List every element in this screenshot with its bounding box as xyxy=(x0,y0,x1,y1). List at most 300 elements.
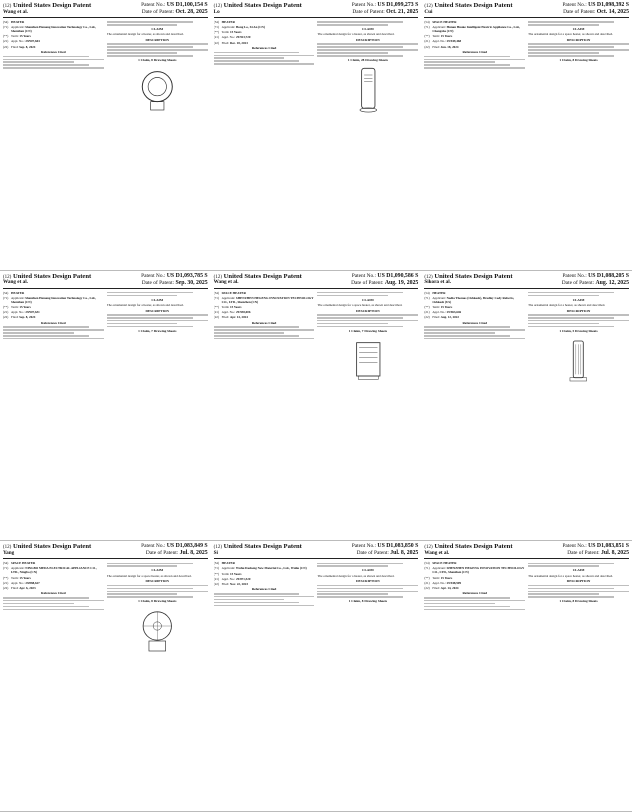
text-line xyxy=(107,317,193,319)
patent-title: SPACE HEATER xyxy=(432,19,457,24)
applicant-label: Applicant: xyxy=(432,25,446,30)
appl-number: 29/871,520 xyxy=(236,576,251,581)
field-code: (54) xyxy=(424,290,430,295)
text-line xyxy=(317,563,403,565)
references-heading: References Cited xyxy=(41,320,66,325)
text-line xyxy=(107,295,178,297)
applicant-value: Nadia Thomas (Oshkosh), Bradley Cody Roberts, Oshkosh (US) xyxy=(432,295,515,304)
patent-no-label: Patent No.: xyxy=(562,543,587,550)
patent-entry-1 xyxy=(0,0,211,271)
patent-date: Jul. 8, 2025 xyxy=(600,550,629,557)
filed-label: Filed: xyxy=(432,44,440,49)
country-code: (12) xyxy=(213,274,222,280)
text-line xyxy=(107,292,193,294)
claim-heading: CLAIM xyxy=(151,297,164,302)
text-line xyxy=(424,64,510,66)
inventor-name: Wang et al. xyxy=(424,549,450,556)
patent-header xyxy=(3,273,208,289)
text-line xyxy=(424,61,495,63)
text-line xyxy=(317,55,403,57)
field-code: (**) xyxy=(424,34,430,39)
text-line xyxy=(317,295,388,297)
field-code: (71) xyxy=(424,25,430,30)
claim-heading: CLAIM xyxy=(151,568,164,573)
patent-number[interactable]: US D1,100,154 S xyxy=(166,2,208,8)
patent-left-column xyxy=(424,561,525,611)
text-line xyxy=(424,603,495,605)
text-line xyxy=(424,597,510,599)
patent-left-column xyxy=(424,20,525,70)
country-code: (12) xyxy=(213,545,222,551)
text-line xyxy=(3,61,74,63)
appl-label: Appl. No.: xyxy=(221,310,236,315)
patent-header xyxy=(3,2,208,18)
text-line xyxy=(317,21,403,23)
term-value: 15 Years xyxy=(440,575,453,580)
field-code: (71) xyxy=(3,295,9,300)
text-line xyxy=(107,314,208,316)
date-label: Date of Patent: xyxy=(561,279,595,286)
inventor-name: Si xyxy=(213,549,218,556)
term-label: Term: xyxy=(11,34,19,39)
text-line xyxy=(528,588,614,590)
field-code: (21) xyxy=(3,580,9,585)
text-line xyxy=(528,317,614,319)
appl-number: 29/938,006 xyxy=(236,310,251,315)
field-code: (71) xyxy=(3,566,9,571)
claim-text: The ornamental design for a space heater, as shown and described. xyxy=(106,573,192,578)
patent-right-column xyxy=(528,561,629,611)
field-code: (22) xyxy=(213,581,219,586)
field-code: (71) xyxy=(213,295,219,300)
patent-right-column xyxy=(317,561,418,607)
text-line xyxy=(317,320,418,322)
appl-number: 29/948,909 xyxy=(446,580,462,585)
field-code: (54) xyxy=(3,290,9,295)
description-heading: DESCRIPTION xyxy=(145,37,170,42)
term-label: Term: xyxy=(11,304,19,309)
applicant-label: Applicant: xyxy=(432,295,446,300)
applicant-label: Applicant: xyxy=(221,566,236,571)
claim-heading: CLAIM xyxy=(362,27,374,32)
text-line xyxy=(424,67,525,69)
date-label: Date of Patent: xyxy=(352,8,385,15)
filed-date: Jun. 18, 2024 xyxy=(440,44,459,49)
field-code: (21) xyxy=(424,39,430,44)
term-label: Term: xyxy=(432,304,440,309)
field-code: (21) xyxy=(3,39,9,44)
patent-no-label: Patent No.: xyxy=(351,543,377,550)
term-label: Term: xyxy=(11,575,19,580)
field-code: (22) xyxy=(424,315,430,320)
description-heading: DESCRIPTION xyxy=(566,579,591,584)
patent-left-column xyxy=(214,20,315,116)
field-code: (71) xyxy=(3,25,9,30)
claim-text: The ornamental design for a heater, as shown and described. xyxy=(317,573,395,578)
text-line xyxy=(107,596,193,598)
patent-entry-8 xyxy=(211,541,422,812)
country-code: (12) xyxy=(424,274,433,280)
text-line xyxy=(3,338,104,340)
text-line xyxy=(528,43,629,45)
patent-title: SPACE HEATER xyxy=(432,561,457,566)
patent-entry-6 xyxy=(421,271,632,542)
figure-caption: 1 Claim, 8 Drawing Sheets xyxy=(138,599,177,604)
claim-heading: CLAIM xyxy=(362,297,374,302)
patent-entry-7 xyxy=(0,541,211,812)
field-code: (22) xyxy=(424,585,430,590)
figure-caption: 1 Claim, 5 Drawing Sheets xyxy=(559,328,598,333)
applicant-value: Hunan Huake Intelligent Electric Appliance Co., Ltd., Changsha (CN) xyxy=(432,25,521,34)
claim-heading: CLAIM xyxy=(362,568,374,573)
text-line xyxy=(317,52,388,54)
text-line xyxy=(317,326,403,328)
patent-title: HEATER xyxy=(432,290,446,295)
field-code: (71) xyxy=(424,295,430,300)
applicant-label: Applicant: xyxy=(432,566,446,571)
text-line xyxy=(317,317,403,319)
claim-text: The ornamental design for a space heater, as shown and described. xyxy=(317,303,403,308)
country-code: (12) xyxy=(3,4,12,9)
text-line xyxy=(317,292,403,294)
text-line xyxy=(528,326,614,328)
text-line xyxy=(528,52,599,54)
text-line xyxy=(3,326,89,328)
patent-date: Aug. 12, 2025 xyxy=(595,279,629,286)
appl-label: Appl. No.: xyxy=(432,310,446,315)
patent-figure xyxy=(333,336,404,387)
term-value: 15 Years xyxy=(440,304,453,309)
field-code: (54) xyxy=(424,19,430,24)
appl-number: 29/907,631 xyxy=(25,310,40,315)
patent-no-label: Patent No.: xyxy=(562,2,587,8)
text-line xyxy=(528,591,629,593)
patent-no-label: Patent No.: xyxy=(562,272,587,279)
description-heading: DESCRIPTION xyxy=(566,308,591,313)
patent-date: Jul. 8, 2025 xyxy=(179,550,208,557)
patent-number[interactable]: US D1,090,586 S xyxy=(377,272,419,279)
patent-date: Aug. 19, 2025 xyxy=(384,279,419,286)
patent-header xyxy=(214,2,419,18)
term-value: 15 Years xyxy=(440,34,453,39)
term-value: 15 Years xyxy=(230,571,242,576)
text-line xyxy=(3,609,104,611)
patent-date: Jul. 8, 2025 xyxy=(390,550,419,557)
patent-right-column xyxy=(317,20,418,116)
patent-header xyxy=(424,273,629,289)
text-line xyxy=(528,320,629,322)
references-heading: References Cited xyxy=(251,320,277,325)
patent-entry-9 xyxy=(421,541,632,812)
field-code: (**) xyxy=(3,575,9,580)
text-line xyxy=(424,606,510,608)
appl-label: Appl. No.: xyxy=(11,310,25,315)
date-label: Date of Patent: xyxy=(141,279,175,286)
applicant-label: Applicant: xyxy=(11,295,25,300)
text-line xyxy=(528,46,614,48)
date-label: Date of Patent: xyxy=(356,550,389,557)
text-line xyxy=(528,21,614,23)
figure-caption: 1 Claim, 28 Drawing Sheets xyxy=(347,57,388,62)
text-line xyxy=(528,295,599,297)
applicant-value: Wuhu Dasheng New Material Co., Ltd., Wuhu (CN) xyxy=(235,566,307,571)
appl-number: 29/963,646 xyxy=(446,310,462,315)
patent-date: Oct. 28, 2025 xyxy=(175,8,208,15)
patent-title: SPACE HEATER xyxy=(221,290,246,295)
patent-no-label: Patent No.: xyxy=(141,272,166,279)
applicant-value: NINGBO MEDA ELECTRICAL APPLIANCE CO., LTD., Ningbo (CN) xyxy=(11,566,97,575)
field-code: (21) xyxy=(213,576,219,581)
text-line xyxy=(3,64,89,66)
text-line xyxy=(317,588,403,590)
text-line xyxy=(107,46,193,48)
text-line xyxy=(424,59,525,61)
claim-text: The ornamental design for a heater, as shown and described. xyxy=(528,303,606,308)
applicant-value: SHENZHEN HEGENG INNOVATION TECHNOLOGY CO., LTD., Shenzhen (CN) xyxy=(221,295,314,304)
figure-caption: 1 Claim, 8 Drawing Sheets xyxy=(138,57,177,62)
filed-date: Aug. 12, 2022 xyxy=(440,315,459,320)
country-code: (12) xyxy=(3,545,12,551)
country-code: (12) xyxy=(424,4,433,9)
filed-date: Sep. 8, 2024 xyxy=(19,315,36,320)
patent-no-label: Patent No.: xyxy=(351,2,377,8)
patent-entry-4 xyxy=(0,271,211,542)
text-line xyxy=(214,596,315,598)
term-label: Term: xyxy=(432,34,440,39)
patent-left-column xyxy=(3,291,104,341)
field-code: (71) xyxy=(424,566,430,571)
date-label: Date of Patent: xyxy=(563,8,596,15)
text-line xyxy=(214,335,300,337)
figure-caption: 1 Claim, 7 Drawing Sheets xyxy=(138,328,177,333)
text-line xyxy=(214,52,300,54)
text-line xyxy=(528,24,599,26)
text-line xyxy=(424,609,525,611)
text-line xyxy=(317,24,388,26)
references-heading: References Cited xyxy=(251,46,277,51)
text-line xyxy=(528,596,614,598)
field-code: (54) xyxy=(3,561,9,566)
patent-title: HEATER xyxy=(11,290,25,295)
applicant-label: Applicant: xyxy=(221,25,236,30)
text-line xyxy=(107,565,178,567)
applicant-value: SHENZHEN HEGENG INNOVATION TECHNOLOGY CO., LTD., Shenzhen (CN) xyxy=(432,566,525,575)
text-line xyxy=(3,329,104,331)
text-line xyxy=(528,55,614,57)
patent-right-column xyxy=(317,291,418,387)
patent-number[interactable]: US D1,098,392 S xyxy=(588,2,629,8)
patent-title: HEATER xyxy=(221,19,235,24)
appl-label: Appl. No.: xyxy=(221,576,236,581)
patent-left-column xyxy=(3,20,104,116)
text-line xyxy=(528,49,629,51)
field-code: (54) xyxy=(424,561,430,566)
field-code: (22) xyxy=(3,585,9,590)
patent-figure xyxy=(122,65,193,116)
field-code: (**) xyxy=(213,571,219,576)
filed-date: Apr. 6, 2023 xyxy=(19,585,36,590)
field-code: (22) xyxy=(213,315,219,320)
text-line xyxy=(214,605,315,607)
inventor-name: Yang xyxy=(3,549,15,556)
inventor-name: Wang et al. xyxy=(213,279,239,286)
appl-label: Appl. No.: xyxy=(11,580,25,585)
patent-right-column xyxy=(528,291,629,387)
filed-label: Filed: xyxy=(432,315,440,320)
claim-text: The ornamental design for a heater, as shown and described. xyxy=(106,303,184,308)
term-value: 15 Years xyxy=(230,304,242,309)
date-label: Date of Patent: xyxy=(351,279,384,286)
patent-number[interactable]: US D1,083,849 S xyxy=(166,543,208,550)
patent-left-column xyxy=(214,291,315,387)
text-line xyxy=(107,24,178,26)
patent-number[interactable]: US D1,099,273 S xyxy=(377,2,419,8)
patent-title: HEATER xyxy=(221,561,235,566)
appl-label: Appl. No.: xyxy=(221,35,236,40)
text-line xyxy=(214,338,315,340)
country-title: United States Design Patent xyxy=(434,543,513,551)
text-line xyxy=(317,43,418,45)
field-code: (22) xyxy=(3,315,9,320)
country-title: United States Design Patent xyxy=(223,2,302,9)
text-line xyxy=(317,565,388,567)
text-line xyxy=(317,46,403,48)
appl-number: 29/907,604 xyxy=(25,39,40,44)
filed-label: Filed: xyxy=(432,585,440,590)
patent-entry-3 xyxy=(421,0,632,271)
field-code: (21) xyxy=(424,580,430,585)
text-line xyxy=(214,599,285,601)
field-code: (71) xyxy=(213,25,219,30)
text-line xyxy=(317,593,388,595)
text-line xyxy=(107,323,178,325)
field-code: (22) xyxy=(213,40,219,45)
country-title: United States Design Patent xyxy=(434,272,513,280)
references-heading: References Cited xyxy=(462,320,487,325)
text-line xyxy=(317,585,418,587)
text-line xyxy=(107,585,208,587)
text-line xyxy=(214,326,300,328)
patent-left-column xyxy=(424,291,525,387)
patent-figure xyxy=(333,65,404,116)
country-code: (12) xyxy=(213,4,222,9)
filed-label: Filed: xyxy=(221,581,230,586)
text-line xyxy=(3,606,89,608)
claim-heading: CLAIM xyxy=(572,297,585,302)
country-title: United States Design Patent xyxy=(13,2,92,9)
text-line xyxy=(107,326,193,328)
text-line xyxy=(214,593,300,595)
claim-heading: CLAIM xyxy=(572,27,585,32)
term-label: Term: xyxy=(221,30,230,35)
filed-date: Dec. 18, 2023 xyxy=(229,40,248,45)
patent-left-column xyxy=(214,561,315,607)
filed-label: Filed: xyxy=(221,315,230,320)
text-line xyxy=(317,591,418,593)
field-code: (21) xyxy=(3,310,9,315)
text-line xyxy=(424,335,510,337)
patent-no-label: Patent No.: xyxy=(351,272,377,279)
text-line xyxy=(424,326,510,328)
text-line xyxy=(107,588,193,590)
field-code: (**) xyxy=(213,30,219,35)
text-line xyxy=(3,67,104,69)
figure-caption: 1 Claim, 7 Drawing Sheets xyxy=(348,328,388,333)
appl-label: Appl. No.: xyxy=(432,580,446,585)
patent-number[interactable]: US D1,088,205 S xyxy=(588,272,629,279)
text-line xyxy=(528,585,629,587)
description-heading: DESCRIPTION xyxy=(145,579,170,584)
field-code: (54) xyxy=(213,290,219,295)
text-line xyxy=(3,56,89,58)
patent-date: Sep. 30, 2025 xyxy=(175,279,208,286)
field-code: (54) xyxy=(3,19,9,24)
inventor-name: Wang et al. xyxy=(3,8,28,15)
text-line xyxy=(107,563,193,565)
field-code: (54) xyxy=(213,561,219,566)
text-line xyxy=(528,565,599,567)
references-heading: References Cited xyxy=(41,50,66,55)
text-line xyxy=(3,59,104,61)
text-line xyxy=(424,329,525,331)
patent-header xyxy=(214,543,419,559)
text-line xyxy=(3,332,74,334)
patent-number[interactable]: US D1,083,850 S xyxy=(377,543,419,550)
filed-date: Nov. 22, 2023 xyxy=(229,581,248,586)
patent-header xyxy=(424,2,629,18)
patent-date: Oct. 14, 2025 xyxy=(596,8,629,15)
applicant-value: Shenzhen Hemeng Innovation Technology Co., Ltd., Shenzhen (CN) xyxy=(11,25,97,34)
claim-text: The ornamental design for a space heater, as shown and described. xyxy=(528,32,613,37)
text-line xyxy=(107,320,208,322)
patent-right-column xyxy=(107,561,208,657)
field-code: (**) xyxy=(213,304,219,309)
text-line xyxy=(528,323,599,325)
appl-number: 29/888,627 xyxy=(25,580,40,585)
patent-figure xyxy=(122,606,193,657)
patent-right-column xyxy=(528,20,629,70)
text-line xyxy=(3,603,74,605)
text-line xyxy=(528,292,614,294)
term-value: 15 Years xyxy=(19,34,31,39)
claim-heading: CLAIM xyxy=(151,27,164,32)
patent-entry-2 xyxy=(211,0,422,271)
country-title: United States Design Patent xyxy=(13,272,92,280)
text-line xyxy=(528,563,614,565)
term-value: 15 Years xyxy=(19,575,31,580)
term-label: Term: xyxy=(221,304,230,309)
patent-number[interactable]: US D1,083,851 S xyxy=(588,543,629,550)
text-line xyxy=(317,49,418,51)
text-line xyxy=(214,329,315,331)
appl-label: Appl. No.: xyxy=(11,39,25,44)
figure-caption: 1 Claim, 8 Drawing Sheets xyxy=(559,57,598,62)
patent-number[interactable]: US D1,093,785 S xyxy=(166,272,208,279)
description-heading: DESCRIPTION xyxy=(356,37,380,42)
patent-date: Oct. 21, 2025 xyxy=(386,8,419,15)
country-title: United States Design Patent xyxy=(223,543,302,551)
appl-label: Appl. No.: xyxy=(432,39,446,44)
field-code: (**) xyxy=(424,304,430,309)
inventor-name: Sikora et al. xyxy=(424,279,451,286)
text-line xyxy=(107,52,178,54)
text-line xyxy=(528,593,599,595)
patent-right-column xyxy=(107,291,208,341)
text-line xyxy=(214,60,300,62)
references-heading: References Cited xyxy=(41,591,66,596)
text-line xyxy=(424,600,525,602)
description-heading: DESCRIPTION xyxy=(145,308,170,313)
